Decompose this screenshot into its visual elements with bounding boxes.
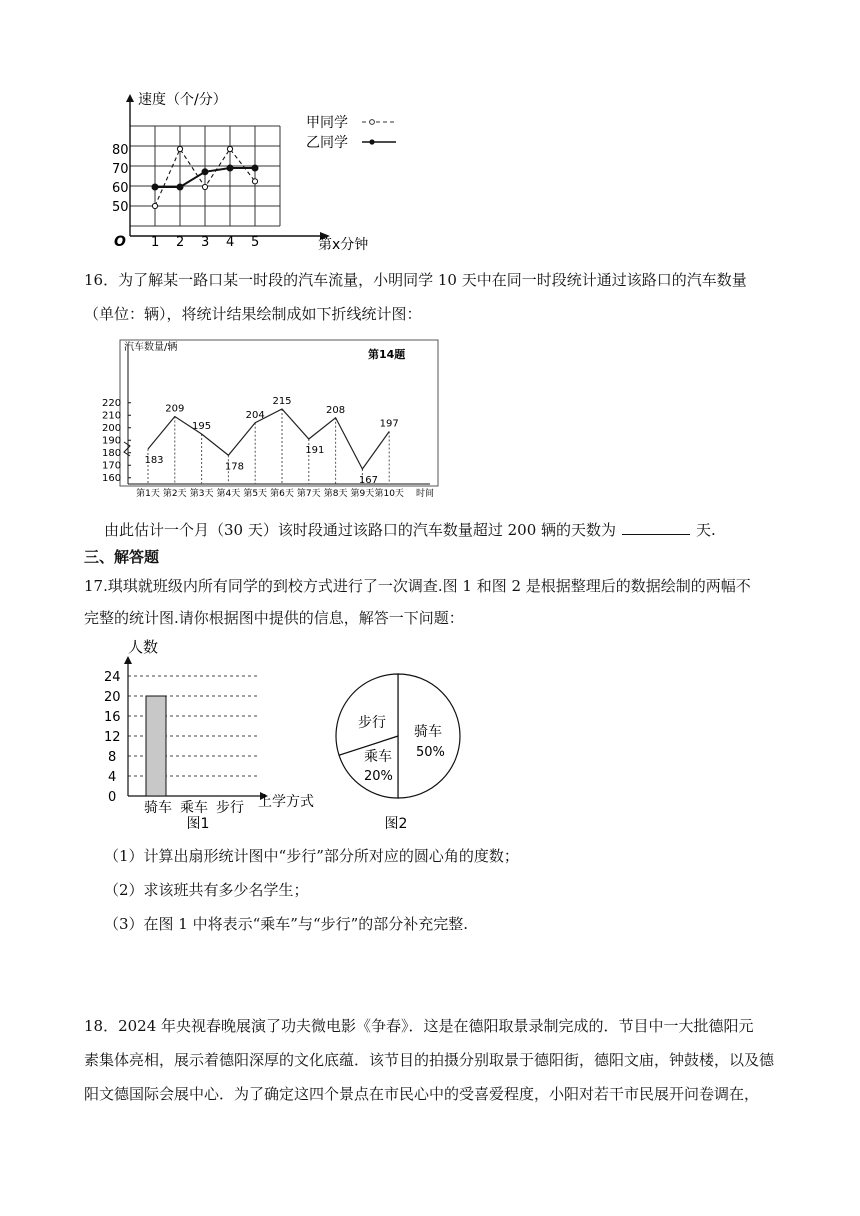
bar-ytick-label: 16: [104, 710, 121, 725]
bar-ytick-label: 4: [108, 770, 117, 785]
traffic-xtick-label: 第3天: [189, 489, 214, 499]
legend-marker-yi: [369, 139, 374, 144]
q18-line3: 阳文德国际会展中心．为了确定这四个景点在市民心中的受喜爱程度，小阳对若干市民展开问卷调在，: [84, 1085, 760, 1103]
traffic-axis-break: [124, 442, 130, 456]
q17-sub1: （1）计算出扇形统计图中“步行”部分所对应的圆心角的度数；: [104, 847, 519, 865]
traffic-chart-data-labels: [144, 396, 398, 486]
traffic-xtick-label: 第4天: [216, 489, 241, 499]
speed-chart-xlabel: 第x分钟: [318, 237, 369, 253]
traffic-data-label: 208: [326, 404, 346, 416]
q18-line2: 素集体亮相，展示着德阳深厚的文化底蕴．该节目的拍摄分别取景于德阳街，德阳文庙，钟鼓楼，以及德: [84, 1051, 775, 1069]
bar-chart-ylabel: 人数: [128, 638, 159, 656]
traffic-ytick-label: 180: [102, 447, 122, 459]
traffic-xtick-label: 第8天: [323, 489, 348, 499]
bar-chart: [98, 636, 328, 832]
pie-label-bike: 骑车: [414, 724, 442, 740]
traffic-data-label: 178: [224, 461, 244, 473]
traffic-ytick-label: 190: [102, 435, 122, 447]
q16-ask-a: 由此估计一个月（30 天）该时段通过该路口的汽车数量超过 200 辆的天数为: [104, 521, 617, 539]
speed-chart-legend: [306, 115, 396, 151]
traffic-ytick-label: 170: [102, 460, 122, 472]
traffic-chart-ylabel: 汽车数量/辆: [124, 342, 178, 353]
bar-chart-caption: 图1: [186, 816, 210, 832]
legend-marker-jia: [370, 120, 375, 125]
bar-y-arrow: [124, 656, 132, 664]
speed-ytick-label: 70: [112, 162, 129, 177]
q16-ask-b: 天.: [696, 521, 716, 539]
traffic-xtick-label: 第7天: [296, 489, 321, 499]
speed-point-0: [252, 179, 257, 184]
traffic-chart: [100, 338, 442, 502]
speed-ytick-label: 50: [112, 200, 129, 215]
q17-line1: 17.琪琪就班级内所有同学的到校方式进行了一次调查.图 1 和图 2 是根据整理后的数据绘制的两幅不: [84, 577, 751, 595]
traffic-chart-badge: 第14题: [368, 348, 406, 361]
q17-line2: 完整的统计图.请你根据图中提供的信息，解答一下问题：: [84, 609, 464, 627]
traffic-data-label: 197: [379, 418, 399, 430]
speed-xtick-label: 3: [201, 235, 210, 250]
bar-chart-bars: [146, 696, 166, 796]
q16-answer-blank[interactable]: [622, 520, 690, 535]
speed-chart-yticks: [112, 143, 129, 215]
q17-sub2: （2）求该班共有多少名学生；: [104, 881, 309, 899]
speed-xtick-label: 5: [251, 235, 260, 250]
traffic-ytick-label: 160: [102, 472, 122, 484]
bar-ytick-label: 0: [108, 790, 117, 805]
pie-percent-bike: 50%: [416, 745, 445, 760]
traffic-xtick-label: 第9天: [350, 489, 375, 499]
traffic-data-label: 215: [272, 396, 292, 407]
q18-line1: 18．2024 年央视春晚展演了功夫微电影《争春》．这是在德阳取景录制完成的．节目中一大批德阳元: [84, 1017, 754, 1035]
traffic-data-label: 204: [245, 409, 265, 421]
speed-chart-ylabel: 速度（个/分）: [138, 92, 227, 108]
traffic-data-label: 195: [192, 421, 212, 432]
bar-ytick-label: 8: [108, 750, 117, 765]
pie-chart: [326, 670, 476, 832]
pie-label-walk: 步行: [358, 715, 386, 731]
speed-point-1: [177, 184, 183, 190]
traffic-series-line: [148, 409, 389, 469]
q17-sub3: （3）在图 1 中将表示“乘车”与“步行”的部分补充完整.: [104, 915, 469, 933]
bar-chart-yticks: [104, 670, 121, 805]
pie-label-bus: 乘车: [364, 749, 392, 765]
q16-question: [104, 520, 716, 540]
pie-percent-bus: 20%: [364, 769, 393, 784]
traffic-data-label: 167: [358, 475, 378, 486]
speed-ytick-label: 80: [112, 143, 129, 158]
traffic-data-label: 191: [305, 445, 325, 456]
traffic-xtick-label: 第10天: [374, 489, 404, 499]
traffic-xtick-label: 第6天: [270, 489, 294, 499]
speed-chart-grid: [130, 126, 280, 226]
bar-chart-category-labels: [144, 799, 244, 816]
bar-ytick-label: 24: [104, 670, 121, 685]
bar-ytick-label: 12: [104, 730, 121, 745]
traffic-chart-yticks: [102, 398, 131, 484]
bar-category-label: 乘车: [180, 800, 208, 816]
section3-heading: 三、解答题: [84, 548, 160, 566]
traffic-chart-series: [148, 409, 389, 469]
pie-chart-caption: 图2: [384, 816, 408, 832]
speed-xtick-label: 4: [226, 235, 235, 250]
bar-0: [146, 696, 166, 796]
speed-point-1: [152, 184, 158, 190]
bar-chart-xlabel: 上学方式: [258, 794, 314, 810]
traffic-data-label: 209: [165, 403, 185, 415]
speed-point-0: [202, 184, 207, 189]
speed-ytick-label: 60: [112, 181, 129, 196]
speed-y-arrow: [126, 94, 134, 102]
bar-category-label: 骑车: [144, 800, 172, 816]
speed-point-1: [227, 165, 233, 171]
traffic-chart-xticks: [136, 487, 404, 499]
traffic-xtick-label: 第2天: [162, 489, 187, 499]
speed-point-1: [252, 165, 258, 171]
speed-xtick-label: 1: [151, 235, 160, 250]
traffic-xtick-label: 第5天: [243, 489, 268, 499]
speed-chart-origin: O: [114, 234, 126, 250]
traffic-chart-droplines: [148, 409, 389, 484]
speed-xtick-label: 2: [176, 235, 185, 250]
legend-label-jia: 甲同学: [306, 115, 348, 131]
speed-point-1: [202, 169, 208, 175]
speed-point-0: [227, 146, 232, 151]
traffic-xtick-label: 第1天: [136, 489, 160, 499]
traffic-data-label: 183: [144, 455, 164, 466]
q16-line1: 16．为了解某一路口某一时段的汽车流量，小明同学 10 天中在同一时段统计通过该路口的汽车数量: [84, 271, 747, 289]
speed-chart: [100, 86, 400, 258]
speed-point-0: [177, 146, 182, 151]
traffic-ytick-label: 200: [102, 422, 122, 434]
bar-ytick-label: 20: [104, 690, 121, 705]
traffic-ytick-label: 220: [102, 397, 122, 409]
traffic-chart-xlabel: 时间: [416, 489, 435, 499]
bar-category-label: 步行: [216, 800, 244, 816]
speed-chart-xticks: [151, 235, 259, 250]
legend-label-yi: 乙同学: [306, 135, 348, 151]
speed-point-0: [152, 203, 157, 208]
q16-line2: （单位：辆），将统计结果绘制成如下折线统计图：: [84, 305, 422, 323]
traffic-ytick-label: 210: [102, 410, 122, 422]
